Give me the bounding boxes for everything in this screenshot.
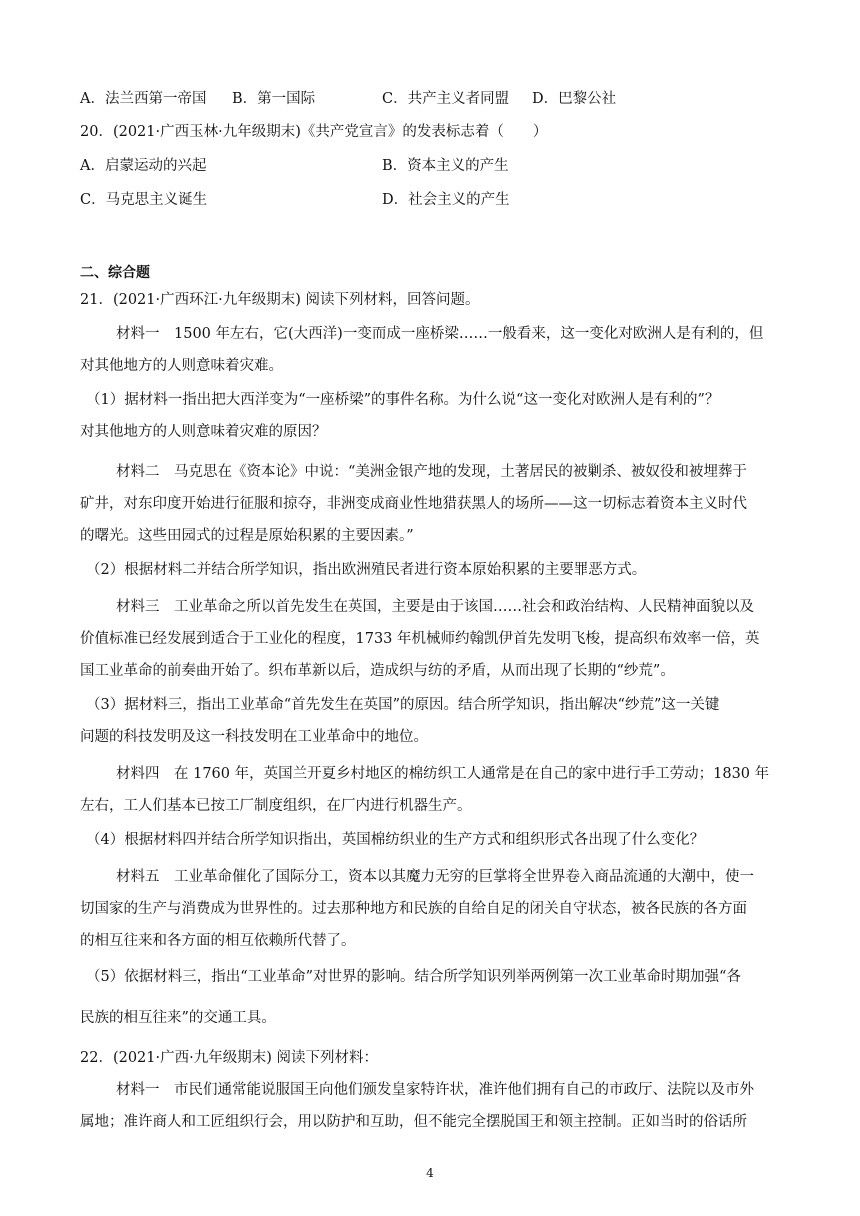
q21-material-4-line-2: 左右，工人们基本已按工厂制度组织，在厂内进行机器生产。 [80,798,472,814]
q20-option-a: A．启蒙运动的兴起 [80,158,207,174]
q21-sub-1-line-1: （1）据材料一指出把大西洋变为“一座桥梁”的事件名称。为什么说“这一变化对欧洲人是有利的”？ [86,392,720,408]
q21-material-1-line-1: 材料一 1500 年左右，它(大西洋)一变而成一座桥梁……一般看来，这一变化对欧洲人是有利的，但 [116,326,764,342]
q21-material-1-line-2: 对其他地方的人则意味着灾难。 [80,358,283,374]
q19-option-a: A．法兰西第一帝国 [80,91,207,107]
q20-option-c: C．马克思主义诞生 [80,192,208,208]
q21-sub-4: （4）根据材料四并结合所学知识指出，英国棉纺织业的生产方式和组织形式各出现了什么变化？ [86,832,705,848]
q22-material-1-line-1: 材料一 市民们通常能说服国王向他们颁发皇家特许状，准许他们拥有自己的市政厅、法院以及市外 [116,1082,754,1098]
q21-material-3-line-3: 国工业革命的前奏曲开始了。织布革新以后，造成织与纺的矛盾，从而出现了长期的“纱荒”。 [80,663,675,679]
page-number: 4 [426,1166,434,1180]
q21-material-2-line-2: 矿井，对东印度开始进行征服和掠夺，非洲变成商业性地猎获黑人的场所——这一切标志着资本主义时代 [80,496,747,512]
q19-option-b: B．第一国际 [232,91,316,107]
q21-material-2-line-3: 的曙光。这些田园式的过程是原始积累的主要因素。” [80,528,414,544]
q21-material-3-line-2: 价值标准已经发展到适合于工业化的程度，1733 年机械师约翰凯伊首先发明飞梭，提高织布效率一倍，英 [80,631,760,647]
section-title: 二、综合题 [80,265,150,281]
q20-stem: 20．(2021·广西玉林·九年级期末)《共产党宣言》的发表标志着（ ） [80,124,548,140]
q19-option-c: C．共产主义者同盟 [382,91,510,107]
q21-material-5-line-2: 切国家的生产与消费成为世界性的。过去那种地方和民族的自给自足的闭关自守状态，被各民族的各方面 [80,901,747,917]
q21-sub-3-line-1: （3）据材料三，指出工业革命“首先发生在英国”的原因。结合所学知识，指出解决“纱荒”这一关键 [86,697,720,713]
q21-sub-1-line-2: 对其他地方的人则意味着灾难的原因？ [80,424,327,440]
q21-material-3-line-1: 材料三 工业革命之所以首先发生在英国，主要是由于该国……社会和政治结构、人民精神面貌以及 [116,599,754,615]
q20-option-d: D．社会主义的产生 [382,192,510,208]
q21-material-5-line-1: 材料五 工业革命催化了国际分工，资本以其魔力无穷的巨掌将全世界卷入商品流通的大潮中，使一 [116,869,754,885]
q22-material-1-line-2: 属地；准许商人和工匠组织行会，用以防护和互助，但不能完全摆脱国王和领主控制。正如当时的俗话所 [80,1114,747,1130]
q21-sub-3-line-2: 问题的科技发明及这一科技发明在工业革命中的地位。 [80,729,428,745]
q21-material-5-line-3: 的相互往来和各方面的相互依赖所代替了。 [80,933,356,949]
q21-stem: 21．(2021·广西环江·九年级期末) 阅读下列材料，回答问题。 [80,292,480,308]
q19-option-d: D．巴黎公社 [532,91,617,107]
q21-material-4-line-1: 材料四 在 1760 年，英国兰开夏乡村地区的棉纺织工人通常是在自己的家中进行手工劳动；1830 年 [116,766,770,782]
q21-sub-2: （2）根据材料二并结合所学知识，指出欧洲殖民者进行资本原始积累的主要罪恶方式。 [86,562,647,578]
q22-stem: 22．(2021·广西·九年级期末) 阅读下列材料： [80,1050,378,1066]
q20-option-b: B．资本主义的产生 [382,158,509,174]
q21-sub-5-line-2: 民族的相互往来”的交通工具。 [80,1010,276,1026]
q21-material-2-line-1: 材料二 马克思在《资本论》中说：“美洲金银产地的发现，土著居民的被剿杀、被奴役和被埋葬于 [116,464,747,480]
q21-sub-5-line-1: （5）依据材料三，指出“工业革命”对世界的影响。结合所学知识列举两例第一次工业革命时期加强“各 [86,969,741,985]
